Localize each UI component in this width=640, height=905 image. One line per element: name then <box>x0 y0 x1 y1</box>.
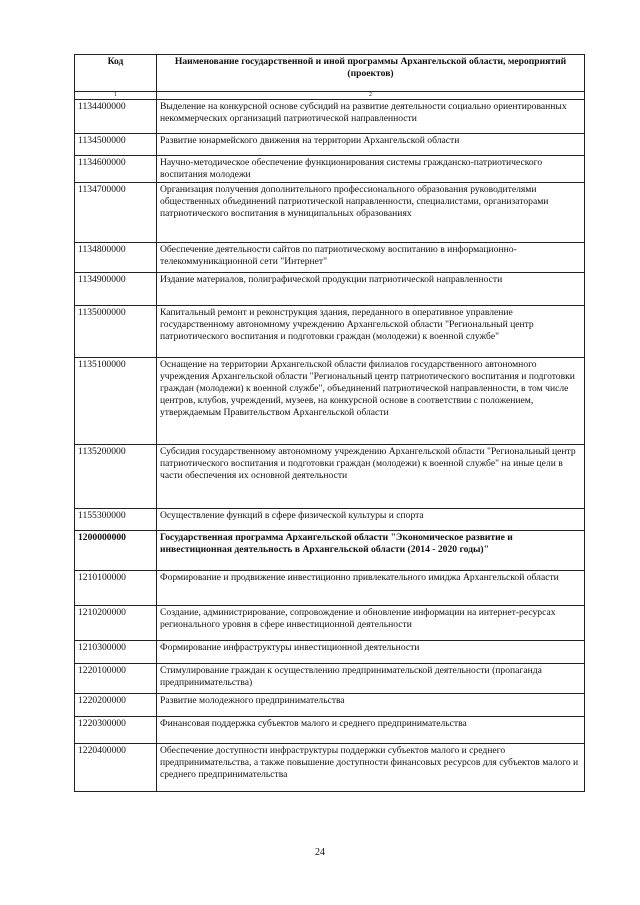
row-name: Издание материалов, полиграфической продукции патриотической направленности <box>157 273 585 306</box>
row-code: 1135000000 <box>75 306 157 358</box>
row-name: Обеспечение деятельности сайтов по патриотическому воспитанию в информационно-телекоммуникационной сети "Интернет" <box>157 243 585 273</box>
table-row <box>75 664 585 694</box>
row-code: 1210100000 <box>75 571 157 606</box>
row-name: Научно-методическое обеспечение функционирования системы гражданско-патриотического воспитания молодежи <box>157 156 585 183</box>
table-row <box>75 531 585 571</box>
row-name: Создание, администрирование, сопровождение и обновление информации на интернет-ресурсах регионального уровня в сфере инвестиционной деятельности <box>157 606 585 641</box>
header-name: Наименование государственной и иной программы Архангельской области, мероприятий (проектов) <box>157 55 585 92</box>
row-name: Государственная программа Архангельской области "Экономическое развитие и инвестиционная деятельность в Архангельской области (2014 - 2020 годы)" <box>157 531 585 571</box>
table-body <box>75 100 585 792</box>
row-code: 1155300000 <box>75 509 157 531</box>
header-code: Код <box>75 55 157 92</box>
table-row <box>75 445 585 509</box>
row-code: 1134900000 <box>75 273 157 306</box>
row-code: 1134600000 <box>75 156 157 183</box>
table-row <box>75 694 585 717</box>
row-code: 1135100000 <box>75 358 157 445</box>
row-name: Организация получения дополнительного профессионального образования руководителями общественных объединений патриотической направленности, специалистами, организаторами патриотического воспитания в муниципальных образованиях <box>157 183 585 243</box>
header-row <box>75 55 585 92</box>
table-row <box>75 717 585 744</box>
row-name: Развитие юнармейского движения на территории Архангельской области <box>157 134 585 156</box>
row-code: 1210200000 <box>75 606 157 641</box>
table-row <box>75 571 585 606</box>
table-row <box>75 100 585 134</box>
page-number: 24 <box>315 847 325 858</box>
row-code: 1220400000 <box>75 744 157 792</box>
row-code: 1134400000 <box>75 100 157 134</box>
row-name: Капитальный ремонт и реконструкция здания, переданного в оперативное управление государственному автономному учреждению Архангельской области "Региональный центр патриотического воспитания и подготовки граждан (молодежи) к военной службе" <box>157 306 585 358</box>
table-row <box>75 183 585 243</box>
row-code: 1220100000 <box>75 664 157 694</box>
table-row <box>75 606 585 641</box>
table-row <box>75 744 585 792</box>
programs-table <box>74 54 585 792</box>
row-name: Развитие молодежного предпринимательства <box>157 694 585 717</box>
row-code: 1200000000 <box>75 531 157 571</box>
column-number-row <box>75 92 585 100</box>
row-code: 1135200000 <box>75 445 157 509</box>
column-number-code: 1 <box>75 92 157 100</box>
row-name: Осуществление функций в сфере физической культуры и спорта <box>157 509 585 531</box>
row-name: Обеспечение доступности инфраструктуры поддержки субъектов малого и среднего предпринимательства, а также повышение доступности финансовых ресурсов для субъектов малого и среднего предпринимательства <box>157 744 585 792</box>
row-code: 1210300000 <box>75 641 157 664</box>
row-name: Выделение на конкурсной основе субсидий на развитие деятельности социально ориентированных некоммерческих организаций патриотической направленности <box>157 100 585 134</box>
row-code: 1134800000 <box>75 243 157 273</box>
table-header <box>75 55 585 100</box>
table-row <box>75 243 585 273</box>
table-row <box>75 358 585 445</box>
row-name: Формирование и продвижение инвестиционно привлекательного имиджа Архангельской области <box>157 571 585 606</box>
row-name: Субсидия государственному автономному учреждению Архангельской области "Региональный центр патриотического воспитания и подготовки граждан (молодежи) к военной службе" на иные цели в части обеспечения их основной деятельности <box>157 445 585 509</box>
table-row <box>75 156 585 183</box>
row-code: 1220300000 <box>75 717 157 744</box>
table-row <box>75 273 585 306</box>
table-row <box>75 134 585 156</box>
table-row <box>75 306 585 358</box>
row-name: Оснащение на территории Архангельской области филиалов государственного автономного учреждения Архангельской области "Региональный центр патриотического воспитания и подготовки граждан (молодежи) к военной службе", объединений патриотической направленности, в том числе центров, клубов, учреждений, музеев, на конкурсной основе в соответствии с положением, утверждаемым Правительством Архангельской области <box>157 358 585 445</box>
row-name: Стимулирование граждан к осуществлению предпринимательской деятельности (пропаганда предпринимательства) <box>157 664 585 694</box>
table-row <box>75 509 585 531</box>
table-row <box>75 641 585 664</box>
column-number-name: 2 <box>157 92 585 100</box>
row-code: 1134700000 <box>75 183 157 243</box>
row-code: 1134500000 <box>75 134 157 156</box>
row-code: 1220200000 <box>75 694 157 717</box>
row-name: Формирование инфраструктуры инвестиционной деятельности <box>157 641 585 664</box>
row-name: Финансовая поддержка субъектов малого и среднего предпринимательства <box>157 717 585 744</box>
